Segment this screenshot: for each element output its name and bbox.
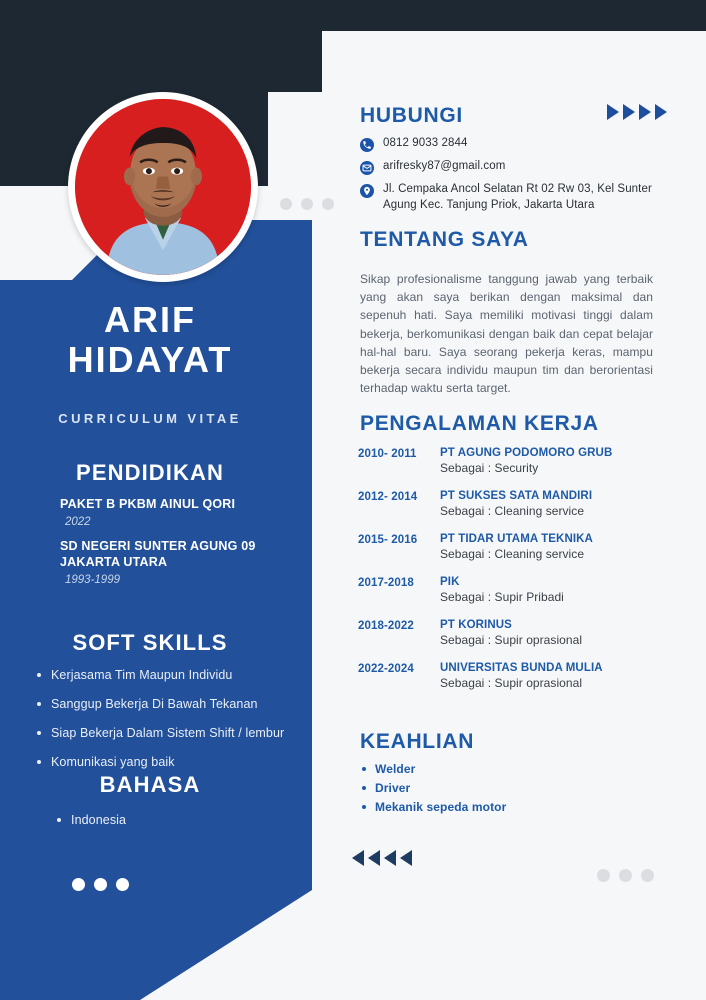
experience-years: 2010- 2011 [358,448,417,460]
contact-list [360,136,660,221]
experience-heading: PENGALAMAN KERJA [360,412,599,435]
experience-item [358,447,668,475]
experience-role: Sebagai : Security [440,461,539,475]
expertise-list [362,762,652,819]
list-item: Indonesia [57,812,287,829]
dot [301,198,313,210]
contact-row-email [360,159,660,175]
dot [116,878,129,891]
dot [72,878,85,891]
dot [322,198,334,210]
education-school: PAKET B PKBM AINUL QORI [60,497,236,511]
experience-company: PT TIDAR UTAMA TEKNIKA [440,533,593,545]
dot [597,869,610,882]
experience-item [358,533,668,561]
cv-subtitle: CURRICULUM VITAE [58,411,242,426]
contact-row-phone [360,136,660,152]
contact-address-value: Jl. Cempaka Ancol Selatan Rt 02 Rw 03, Kel Sunter Agung Kec. Tanjung Priok, Jakarta Utara [383,183,652,211]
experience-company: PT AGUNG PODOMORO GRUB [440,447,613,459]
experience-detail [440,533,593,561]
dot [94,878,107,891]
profile-photo-illustration [75,99,251,275]
dot [280,198,292,210]
experience-role: Sebagai : Supir oprasional [440,676,583,690]
expertise-heading: KEAHLIAN [360,730,475,753]
experience-detail [440,576,564,604]
education-item [60,497,290,528]
profile-photo [75,99,251,275]
education-year: 2022 [65,516,91,529]
triangle-right-icon [639,104,651,120]
triangle-left-icon [368,850,380,866]
about-body: Sikap profesionalisme tanggung jawab yang terbaik yang akan saya berikan dengan maksimal dan sepenuh hati. Saya memiliki motivasi tinggi dalam bekerja, berkomunikasi dengan baik dan cepat belajar hal-hal baru. Saya seorang pekerja keras, mampu bekerja secara individu maupun tim dan berorientasi terhadap waktu serta target. [360,272,653,396]
about-heading: TENTANG SAYA [360,228,529,251]
dot [641,869,654,882]
envelope-icon [360,161,374,175]
decorative-dots-bottom-right [597,869,654,882]
list-item: Komunikasi yang baik [37,754,297,771]
list-item: Mekanik sepeda motor [362,800,652,814]
experience-company: PT SUKSES SATA MANDIRI [440,490,593,502]
experience-item [358,490,668,518]
triangle-right-icon [655,104,667,120]
experience-item [358,576,668,604]
decorative-dots-top [280,198,334,210]
experience-years: 2017-2018 [358,577,414,589]
experience-years: 2018-2022 [358,620,414,632]
experience-item [358,619,668,647]
experience-list [358,447,668,705]
decorative-arrows-left-icon [352,850,412,866]
triangle-left-icon [352,850,364,866]
contact-email-value: arifresky87@gmail.com [383,160,506,172]
language-heading: BAHASA [99,772,201,797]
experience-role: Sebagai : Cleaning service [440,547,585,561]
experience-company: PIK [440,576,460,588]
triangle-left-icon [384,850,396,866]
last-name: HIDAYAT [67,339,233,381]
list-item: Welder [362,762,652,776]
soft-skills-heading: SOFT SKILLS [72,630,228,655]
experience-detail [440,619,582,647]
contact-heading: HUBUNGI [360,104,463,127]
experience-detail [440,662,603,690]
contact-row-address [360,182,660,214]
avatar [68,92,258,282]
experience-company: PT KORINUS [440,619,512,631]
experience-role: Sebagai : Supir Pribadi [440,590,564,604]
experience-role: Sebagai : Supir oprasional [440,633,583,647]
list-item: Driver [362,781,652,795]
experience-years: 2012- 2014 [358,491,418,503]
experience-years: 2022-2024 [358,663,414,675]
triangle-left-icon [400,850,412,866]
experience-detail [440,447,612,475]
list-item: Kerjasama Tim Maupun Individu [37,667,297,684]
experience-detail [440,490,592,518]
dot [619,869,632,882]
contact-phone-value: 0812 9033 2844 [383,137,468,149]
decorative-arrows-right-icon [607,104,667,120]
education-year: 1993-1999 [65,573,120,586]
phone-icon [360,138,374,152]
education-school: SD NEGERI SUNTER AGUNG 09 JAKARTA UTARA [60,539,256,569]
page-title [0,300,300,381]
triangle-right-icon [607,104,619,120]
decorative-dots-sidebar-bottom [72,878,129,891]
education-heading: PENDIDIKAN [76,460,224,485]
experience-company: UNIVERSITAS BUNDA MULIA [440,662,603,674]
language-list [57,812,287,841]
soft-skills-list [37,667,297,783]
experience-item [358,662,668,690]
education-list [60,497,290,597]
location-pin-icon [360,184,374,198]
list-item: Sanggup Bekerja Di Bawah Tekanan [37,696,297,713]
list-item: Siap Bekerja Dalam Sistem Shift / lembur [37,725,297,742]
first-name: ARIF [104,299,196,340]
experience-years: 2015- 2016 [358,534,418,546]
education-item [60,539,290,586]
experience-role: Sebagai : Cleaning service [440,504,585,518]
triangle-right-icon [623,104,635,120]
